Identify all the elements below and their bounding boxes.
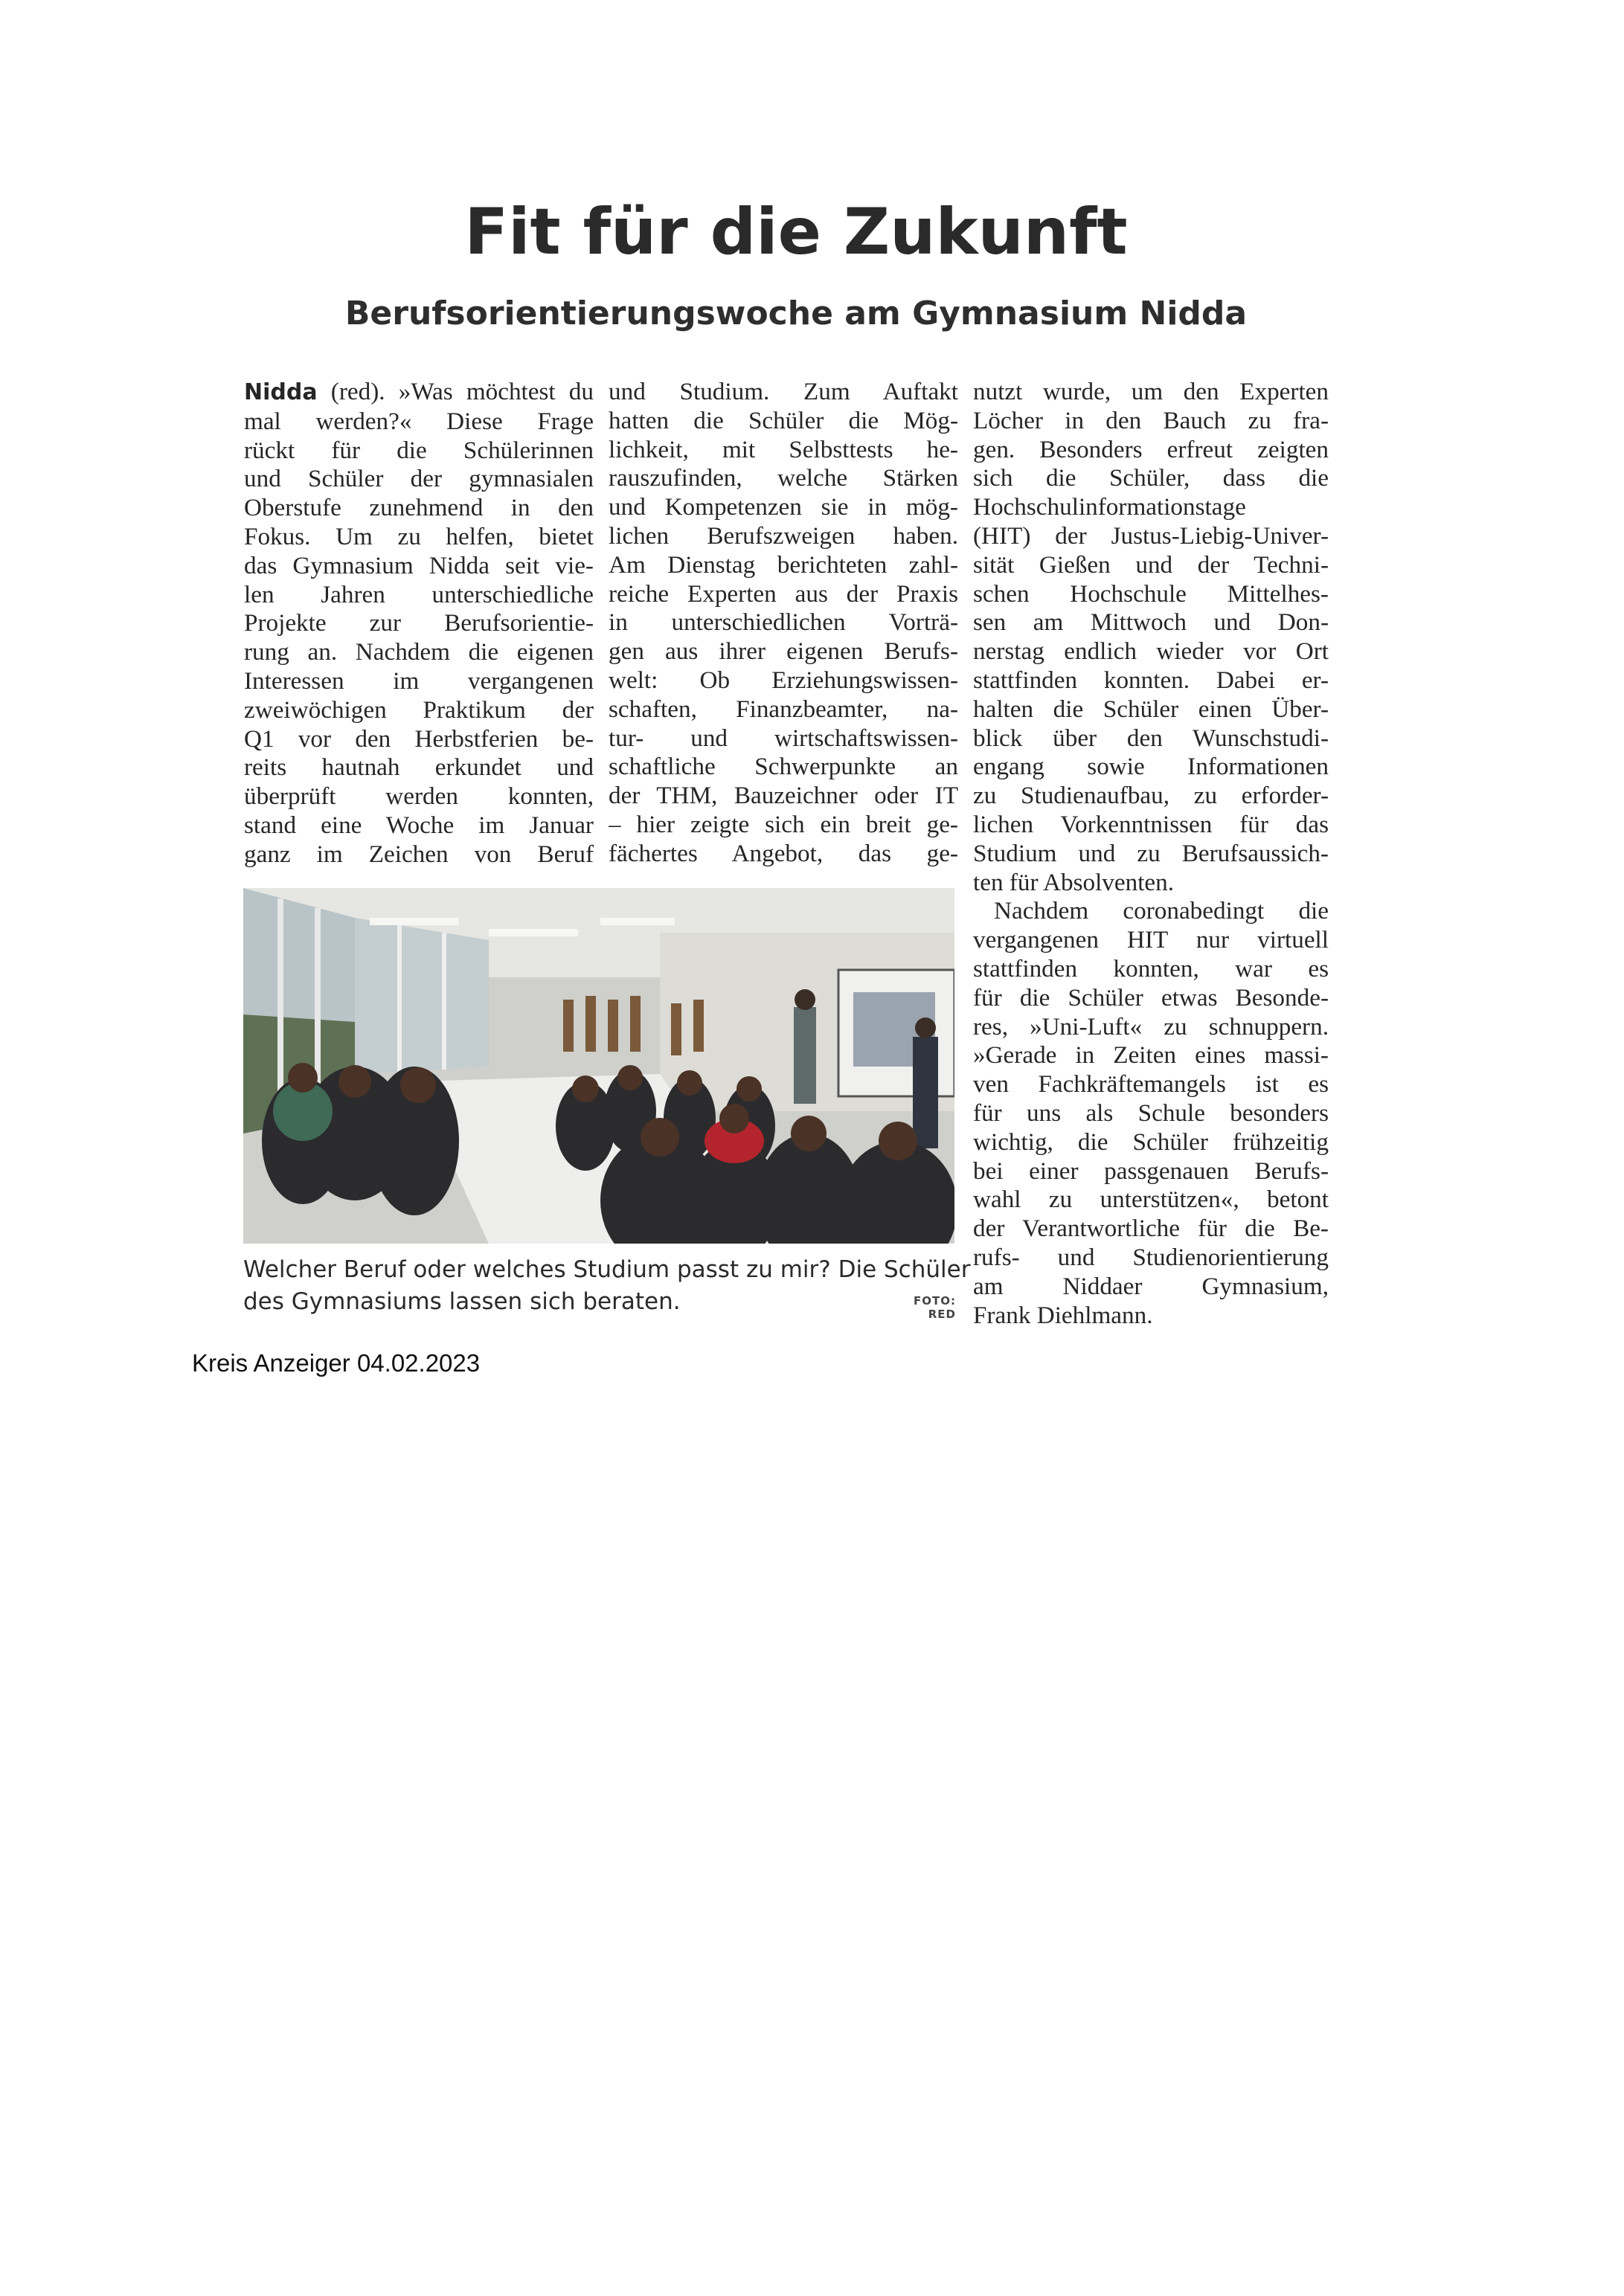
text-line: und Kompetenzen sie in mög- [609,493,958,521]
text-line: ten für Absolventen. [973,868,1175,896]
text-line: Nachdem coronabedingt die [994,897,1329,925]
text-line: sich die Schüler, dass die [973,464,1329,492]
dateline: Nidda [244,379,318,405]
text-line: lichen Berufszweigen haben. [609,521,958,550]
text-line: lichen Vorkenntnissen für das [973,810,1329,838]
text-line: sität Gießen und der Techni- [973,550,1329,579]
classroom-photo [243,888,954,1244]
photo-credit: FOTO: RED [914,1294,956,1321]
text-line: ganz im Zeichen von Beruf [244,840,594,868]
text-line: vergangenen HIT nur virtuell [973,926,1329,954]
text-line: Projekte zur Berufsorientie- [244,609,594,637]
text-line: rufs- und Studienorientierung [973,1243,1329,1271]
text-line: wichtig, die Schüler frühzeitig [973,1128,1329,1156]
text-line: am Niddaer Gymnasium, [973,1272,1329,1300]
text-line: reits hautnah erkundet und [244,753,594,782]
text-line: (HIT) der Justus-Liebig-Univer- [973,521,1329,550]
text-line: Löcher in den Bauch zu fra- [973,406,1329,434]
text-line: zu Studienaufbau, zu erforder- [973,782,1329,810]
text-line: rückt für die Schülerinnen [244,436,594,464]
text-line: das Gymnasium Nidda seit vie- [244,551,594,579]
text-line: schen Hochschule Mittelhes- [973,579,1329,608]
text-line: welt: Ob Erziehungswissen- [609,666,958,694]
text-line: Frank Diehlmann. [973,1301,1153,1329]
text-line: und Schüler der gymnasialen [244,465,594,493]
text-line: für uns als Schule besonders [973,1099,1329,1127]
text-line: schaftliche Schwerpunkte an [609,753,958,781]
source-note: Kreis Anzeiger 04.02.2023 [192,1349,481,1377]
text-line: hatten die Schüler die Mög- [609,406,958,434]
text-line: reiche Experten aus der Praxis [609,579,958,608]
text-line: der Verantwortliche für die Be- [973,1215,1329,1243]
article-column-1 [244,378,594,869]
text-line: zweiwöchigen Praktikum der [244,695,594,724]
text-line: rung an. Nachdem die eigenen [244,638,594,666]
text-line: len Jahren unterschiedliche [244,580,594,608]
text-line: und Studium. Zum Auftakt [609,378,958,405]
caption-line: Welcher Beruf oder welches Studium passt zu mir? Die Schüler [243,1256,971,1283]
text-line: blick über den Wunschstudi- [973,724,1329,752]
text-line: stand eine Woche im Januar [244,811,594,839]
photo-caption [243,1254,971,1318]
text-line: Am Dienstag berichteten zahl- [609,550,958,579]
text-line: Nidda (red). »Was möchtest du [244,378,594,405]
article-column-3 [973,378,1329,1330]
text-line: schaften, Finanzbeamter, na- [609,695,958,723]
text-line: Hochschulinformationstage [973,493,1246,521]
text-line: »Gerade in Zeiten eines massi- [973,1041,1329,1070]
text-line: Q1 vor den Herbstferien be- [244,724,594,753]
text-line: gen. Besonders erfreut zeigten [973,435,1329,463]
text-line: Fokus. Um zu helfen, bietet [244,522,594,550]
text-line: Oberstufe zunehmend in den [244,494,594,522]
article-headline: Fit für die Zukunft [464,195,1128,269]
text-line: überprüft werden konnten, [244,782,594,811]
text-line: für die Schüler etwas Besonde- [973,983,1329,1012]
text-line: mal werden?« Diese Frage [244,407,594,435]
text-line: halten die Schüler einen Über- [973,695,1329,723]
text-line: nerstag endlich wieder vor Ort [973,637,1329,666]
text-line: sen am Mittwoch und Don- [973,608,1329,637]
text-line: der THM, Bauzeichner oder IT [609,782,958,810]
text-line: ven Fachkräftemangels ist es [973,1070,1329,1099]
text-line: wahl zu unterstützen«, betont [973,1186,1329,1214]
text-line: tur- und wirtschaftswissen- [609,724,958,752]
text-line: res, »Uni-Luft« zu schnuppern. [973,1012,1329,1041]
text-line: Studium und zu Berufsaussich- [973,839,1329,867]
article-column-2 [609,378,958,869]
article-subheadline: Berufsorientierungswoche am Gymnasium Nidda [344,295,1248,332]
text-line: nutzt wurde, um den Experten [973,378,1329,405]
text-line: fächertes Angebot, das ge- [609,839,958,867]
caption-line: des Gymnasiums lassen sich beraten. [243,1288,681,1315]
text-line: in unterschiedlichen Vorträ- [609,608,958,637]
text-line: rauszufinden, welche Stärken [609,464,958,492]
text-line: lichkeit, mit Selbsttests he- [609,435,958,463]
text-line: gen aus ihrer eigenen Berufs- [609,637,958,666]
text-line: Interessen im vergangenen [244,666,594,695]
text-line: stattfinden konnten, war es [973,954,1329,983]
text-line: stattfinden konnten. Dabei er- [973,666,1329,694]
text-line: bei einer passgenauen Berufs- [973,1157,1329,1185]
text-line: engang sowie Informationen [973,753,1329,781]
text-line: – hier zeigte sich ein breit ge- [609,810,958,838]
